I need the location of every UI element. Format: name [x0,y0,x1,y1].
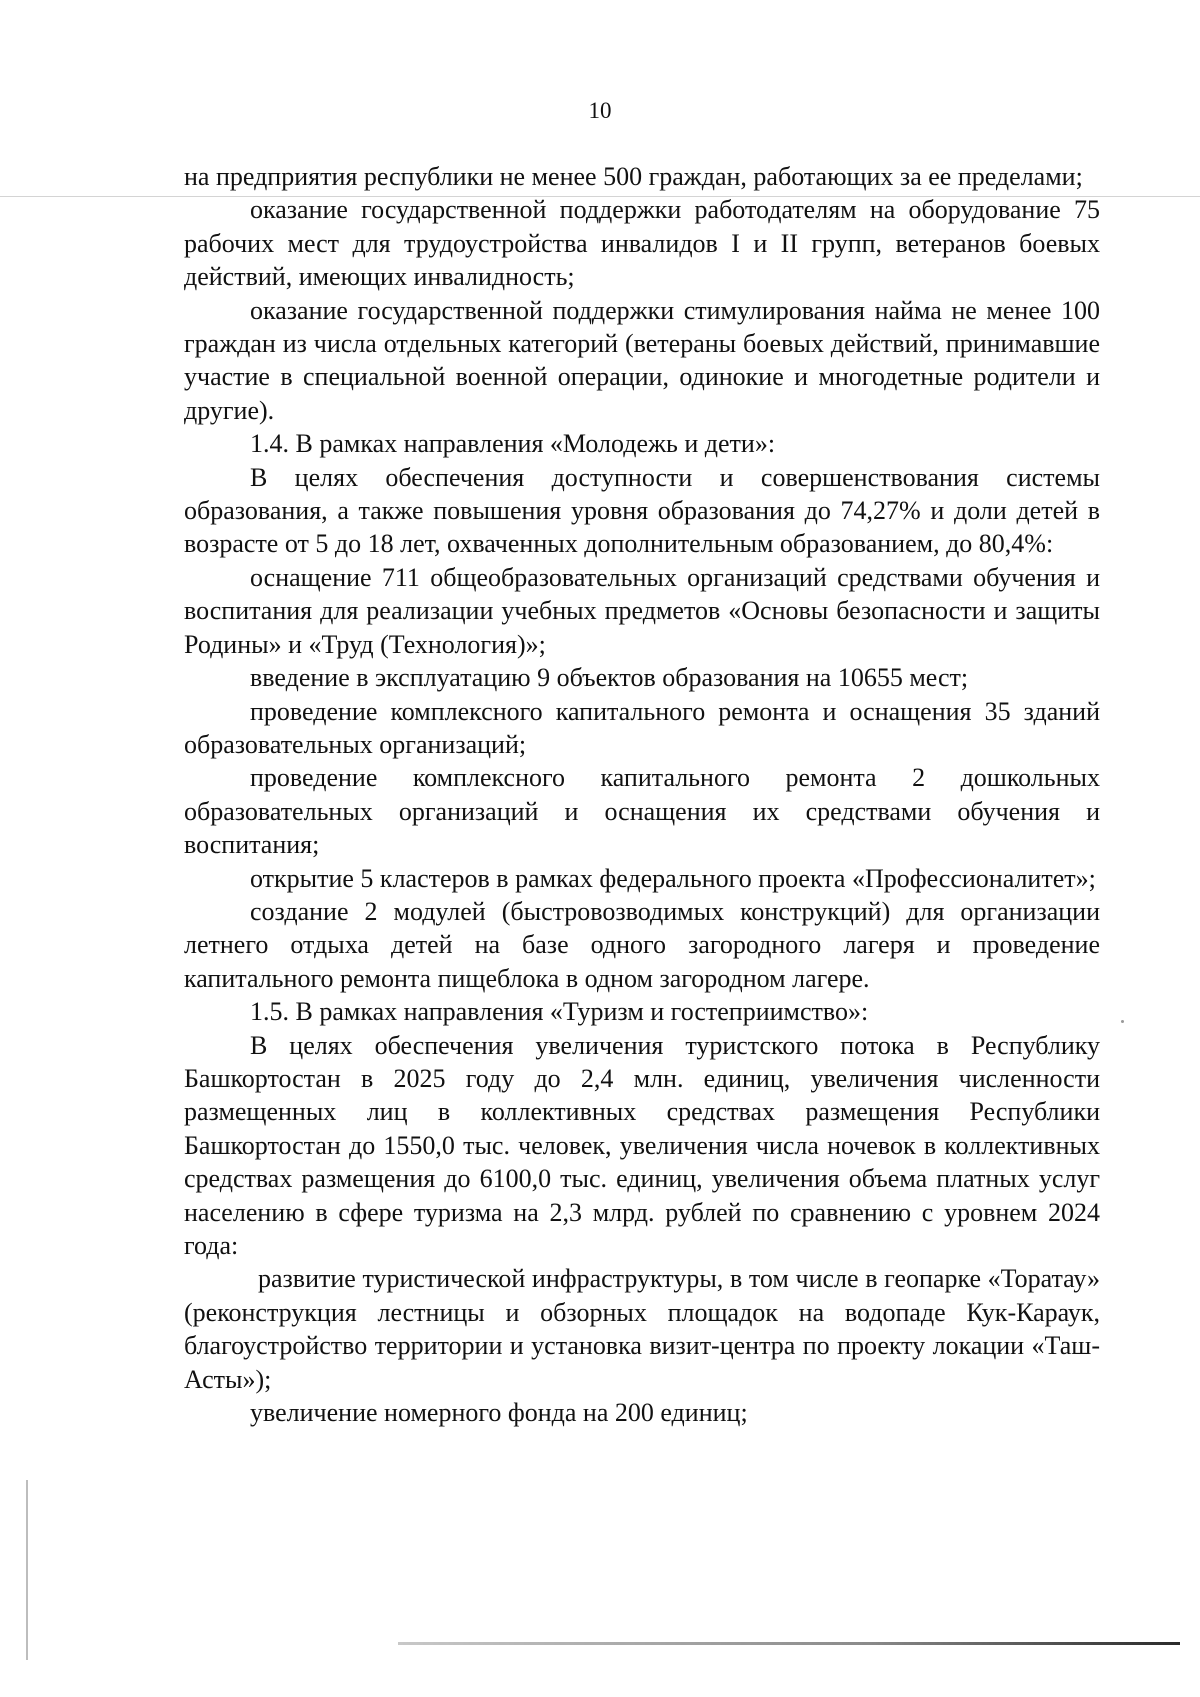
paragraph: проведение комплексного капитального ремонта и оснащения 35 зданий образовательных организаций; [184,696,1100,759]
section-heading: 1.5. В рамках направления «Туризм и гостеприимство»: [250,997,869,1027]
scan-artifact-bottom-line [398,1642,1180,1645]
paragraph: оказание государственной поддержки стимулирования найма не менее 100 граждан из числа отдельных категорий (ветераны боевых действий, принимавшие участие в специальной военной операции, одинокие и многодетные родители и другие). [184,295,1100,425]
paragraph: В целях обеспечения увеличения туристского потока в Республику Башкортостан в 2025 году до 2,4 млн. единиц, увеличения численности размещенных лиц в коллективных средствах размещения Республики Башкортостан до 1550,0 тыс. человек, увеличения числа ночевок в коллективных средствах размещения до 6100,0 тыс. единиц, увеличения объема платных услуг населению в сфере туризма на 2,3 млрд. рублей по сравнению с уровнем 2024 года: [184,1030,1100,1260]
section-heading: 1.4. В рамках направления «Молодежь и дети»: [250,429,776,459]
page-number: 10 [588,98,612,123]
paragraph: на предприятия республики не менее 500 граждан, работающих за ее пределами; [184,162,1083,191]
paragraph: открытие 5 кластеров в рамках федерального проекта «Профессионалитет»; [250,863,1096,893]
paragraph: оказание государственной поддержки работодателям на оборудование 75 рабочих мест для трудоустройства инвалидов I и II групп, ветеранов боевых действий, имеющих инвалидность; [184,195,1100,292]
paragraph: создание 2 модулей (быстровозводимых конструкций) для организации летнего отдыха детей на базе одного загородного лагеря и проведение капитального ремонта пищеблока в одном загородном лагере. [184,896,1100,993]
scan-artifact-margin-line [26,1480,28,1660]
paragraph: развитие туристической инфраструктуры, в том числе в геопарке «Торатау» (реконструкция лестницы и обзорных площадок на водопаде Кук-Караук, благоустройство территории и установка визит-центра по проекту локации «Таш-Асты»); [184,1264,1100,1394]
paragraph: введение в эксплуатацию 9 объектов образования на 10655 мест; [250,663,969,693]
paragraph: В целях обеспечения доступности и совершенствования системы образования, а также повышения уровня образования до 74,27% и доли детей в возрасте от 5 до 18 лет, охваченных дополнительным образованием, до 80,4%: [184,462,1100,559]
scan-artifact-speck [1121,1020,1124,1023]
paragraph: увеличение номерного фонда на 200 единиц; [250,1398,748,1428]
paragraph: оснащение 711 общеобразовательных организаций средствами обучения и воспитания для реализации учебных предметов «Основы безопасности и защиты Родины» и «Труд (Технология)»; [184,562,1100,659]
paragraph: проведение комплексного капитального ремонта 2 дошкольных образовательных организаций и оснащения их средствами обучения и воспитания; [184,763,1100,860]
document-body [184,160,1100,1429]
